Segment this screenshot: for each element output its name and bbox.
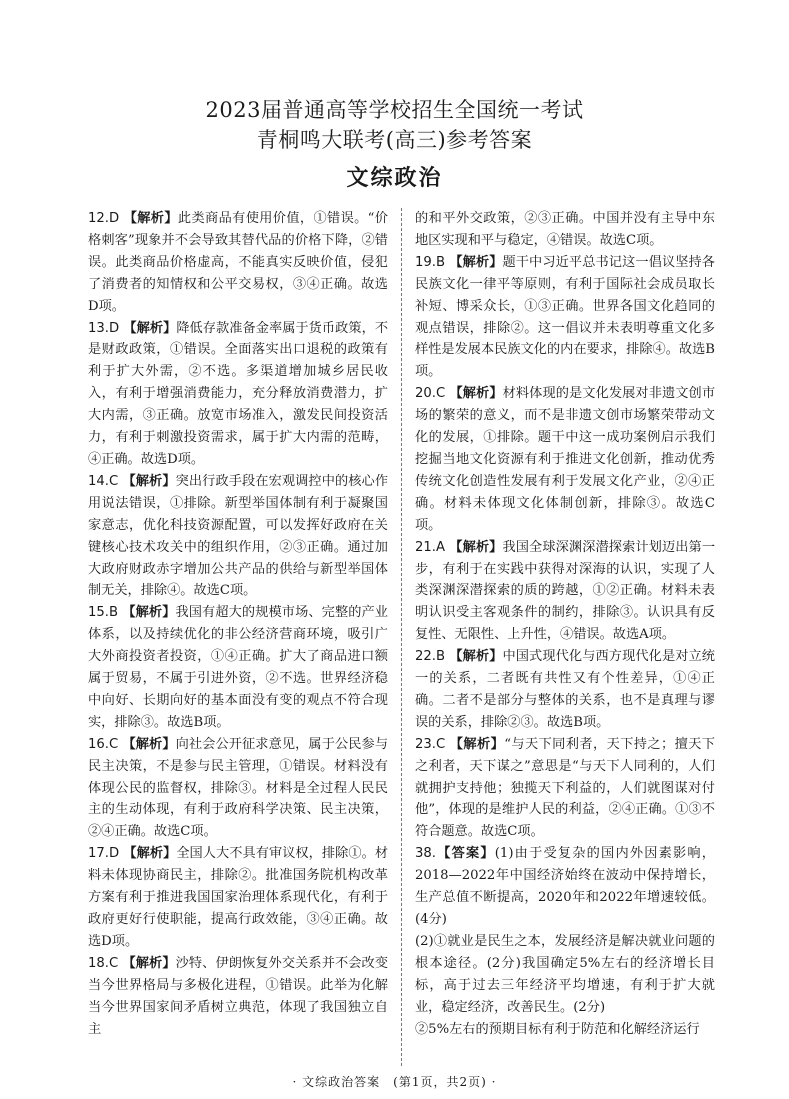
exam-subtitle: 青桐鸣大联考(高三)参考答案 <box>256 128 533 152</box>
answer-item-17 <box>88 843 388 953</box>
analysis-tag: 【解析】 <box>449 386 503 402</box>
answer-item-23 <box>415 734 715 844</box>
item-text: 全国人大不具有审议权，排除①。材料未体现协商民主，排除②。批准国务院机构改革方案有利于推进我国国家治理体系现代化，有利于政府更好行使职能，提高行政效能，③④正确。故选D项。 <box>88 846 389 949</box>
item-number: 16.C <box>88 736 119 752</box>
analysis-tag: 【解析】 <box>122 605 176 621</box>
analysis-tag: 【解析】 <box>449 254 503 270</box>
answer-item-14 <box>88 471 388 602</box>
answer-item-38 <box>415 843 715 931</box>
exam-title: 2023届普通高等学校招生全国统一考试 <box>205 98 584 122</box>
answer-item-20 <box>415 383 715 536</box>
answer-tag: 【答案】 <box>435 846 495 862</box>
analysis-tag: 【解析】 <box>122 473 176 489</box>
item-number: 21.A <box>415 539 445 555</box>
item-number: 17.D <box>88 846 120 862</box>
answer-item-19 <box>415 252 715 383</box>
item-number: 23.C <box>415 736 446 752</box>
answer-item-16 <box>88 734 388 844</box>
analysis-tag: 【解析】 <box>449 736 505 752</box>
item-number: 13.D <box>88 320 120 336</box>
item-number: 12.D <box>88 211 120 226</box>
item-text: 此类商品有使用价值，①错误。“价格刺客”现象并不会导致其替代品的价格下降，②错误。此类商品价格虚高，不能真实反映价值，侵犯了消费者的知情权和公平交易权，③④正确。故选D项。 <box>88 211 388 314</box>
item-text: 向社会公开征求意见，属于公民参与民主决策，不是参与民主管理，①错误。材料没有体现公民的监督权，排除③。材料是全过程人民民主的生动体现，有利于政府科学决策、民主决策，②④正确。故选C项。 <box>88 736 389 840</box>
analysis-tag: 【解析】 <box>449 539 503 555</box>
item-number: 38. <box>415 846 436 862</box>
item-text: 材料体现的是文化发展对非遗文创市场的繁荣的意义，而不是非遗文创市场繁荣带动文化的发展，①排除。题干中这一成功案例启示我们挖掘当地文化资源有利于推进文化创新，推动优秀传统文化创造性发展有利于发展文化产业，②④正确。材料未体现文化体制创新，排除③。故选C项。 <box>415 386 716 533</box>
answer-item-38-part2-cont <box>415 1019 715 1041</box>
left-column <box>88 208 388 1040</box>
item-text: 我国全球深渊深潜探索计划迈出第一步，有利于在实践中获得对深海的认识，实现了人类深渊深潜探索的质的跨越，①②正确。材料未表明认识受主客观条件的制约，排除③。认识具有反复性、无限性、上升性，④错误。故选A项。 <box>415 539 716 643</box>
item-text: “与天下同利者，天下持之；擅天下之利者，天下谋之”意思是“与天下人同利的，人们就拥护支持他；独揽天下利益的，人们就图谋对付他”，体现的是维护人民的利益，②④正确。①③不符合题意。故选C项。 <box>415 736 715 840</box>
item-number: 18.C <box>88 955 119 971</box>
item-number: 20.C <box>415 386 446 402</box>
column-divider <box>401 208 402 1066</box>
analysis-tag: 【解析】 <box>122 955 176 971</box>
subject-title: 文综政治 <box>346 166 443 191</box>
analysis-tag: 【解析】 <box>123 211 178 226</box>
page-header <box>0 96 789 194</box>
item-text: 降低存款准备金率属于货币政策，不是财政政策，①错误。全面落实出口退税的政策有利于扩大外需，②不选。多渠道增加城乡居民收入，有利于增强消费能力，充分释放消费潜力，扩大内需，③正确。放宽市场准入，激发民间投资活力，有利于刺激投资需求，属于扩大内需的范畴，④正确。故选D项。 <box>88 320 389 467</box>
answer-item-38-part2 <box>415 931 715 1019</box>
answer-item-13 <box>88 318 388 471</box>
item-text: 沙特、伊朗恢复外交关系并不会改变当今世界格局与多极化进程，①错误。此举为化解当今世界国家间矛盾树立典范，体现了我国独立自主 <box>88 955 389 1037</box>
item-text: 的和平外交政策，②③正确。中国并没有主导中东地区实现和平与稳定，④错误。故选C项。 <box>415 211 715 248</box>
item-text: 题干中习近平总书记这一倡议坚持各民族文化一律平等原则，有利于国际社会成员取长补短、博采众长，①③正确。世界各国文化趋同的观点错误，排除②。这一倡议并未表明尊重文化多样性是发展本民族文化的内在要求，排除④。故选B项。 <box>415 254 715 380</box>
answer-item-22 <box>415 646 715 734</box>
item-number: 22.B <box>415 649 446 665</box>
item-text: ②5%左右的预期目标有利于防范和化解经济运行 <box>415 1021 700 1037</box>
item-number: 19.B <box>415 254 446 270</box>
item-text: 突出行政手段在宏观调控中的核心作用说法错误，①排除。新型举国体制有利于凝聚国家意志，优化科技资源配置，可以发挥好政府在关键核心技术攻关中的组织作用，②③正确。通过加大政府财政赤字增加公共产品的供给与新型举国体制无关，排除④。故选C项。 <box>88 473 389 599</box>
analysis-tag: 【解析】 <box>123 846 177 862</box>
answer-item-18 <box>88 953 388 1041</box>
analysis-tag: 【解析】 <box>123 320 177 336</box>
item-text: 我国有超大的规模市场、完整的产业体系，以及持续优化的非公经济营商环境，吸引广大外商投资者投资，①④正确。扩大了商品进口额属于贸易，不属于引进外资，②不选。世界经济稳中向好、长期向好的基本面没有变的观点不符合现实，排除③。故选B项。 <box>88 605 388 730</box>
item-number: 14.C <box>88 473 119 489</box>
answer-item-18-continued <box>415 208 715 252</box>
answer-item-21 <box>415 537 715 647</box>
right-column <box>415 208 715 1040</box>
item-text: (1)由于受复杂的国内外因素影响，2018—2022年中国经济始终在波动中保持增长，生产总值不断提高，2020年和2022年增速较低。(4分) <box>415 846 715 927</box>
analysis-tag: 【解析】 <box>122 736 176 752</box>
item-text: (2)①就业是民生之本，发展经济是解决就业问题的根本途径。(2分)我国确定5%左右的经济增长目标，高于过去三年经济平均增速，有利于扩大就业，稳定经济，改善民生。(2分) <box>415 933 715 1015</box>
answer-item-12 <box>88 208 388 318</box>
item-text: 中国式现代化与西方现代化是对立统一的关系，二者既有共性又有个性差异，①④正确。二者不是部分与整体的关系，也不是真理与谬误的关系，排除②③。故选B项。 <box>415 649 715 730</box>
answer-item-15 <box>88 602 388 733</box>
analysis-tag: 【解析】 <box>449 649 503 665</box>
page-footer: · 文综政治答案 (第1页，共2页) · <box>292 1075 497 1089</box>
item-number: 15.B <box>88 605 119 621</box>
